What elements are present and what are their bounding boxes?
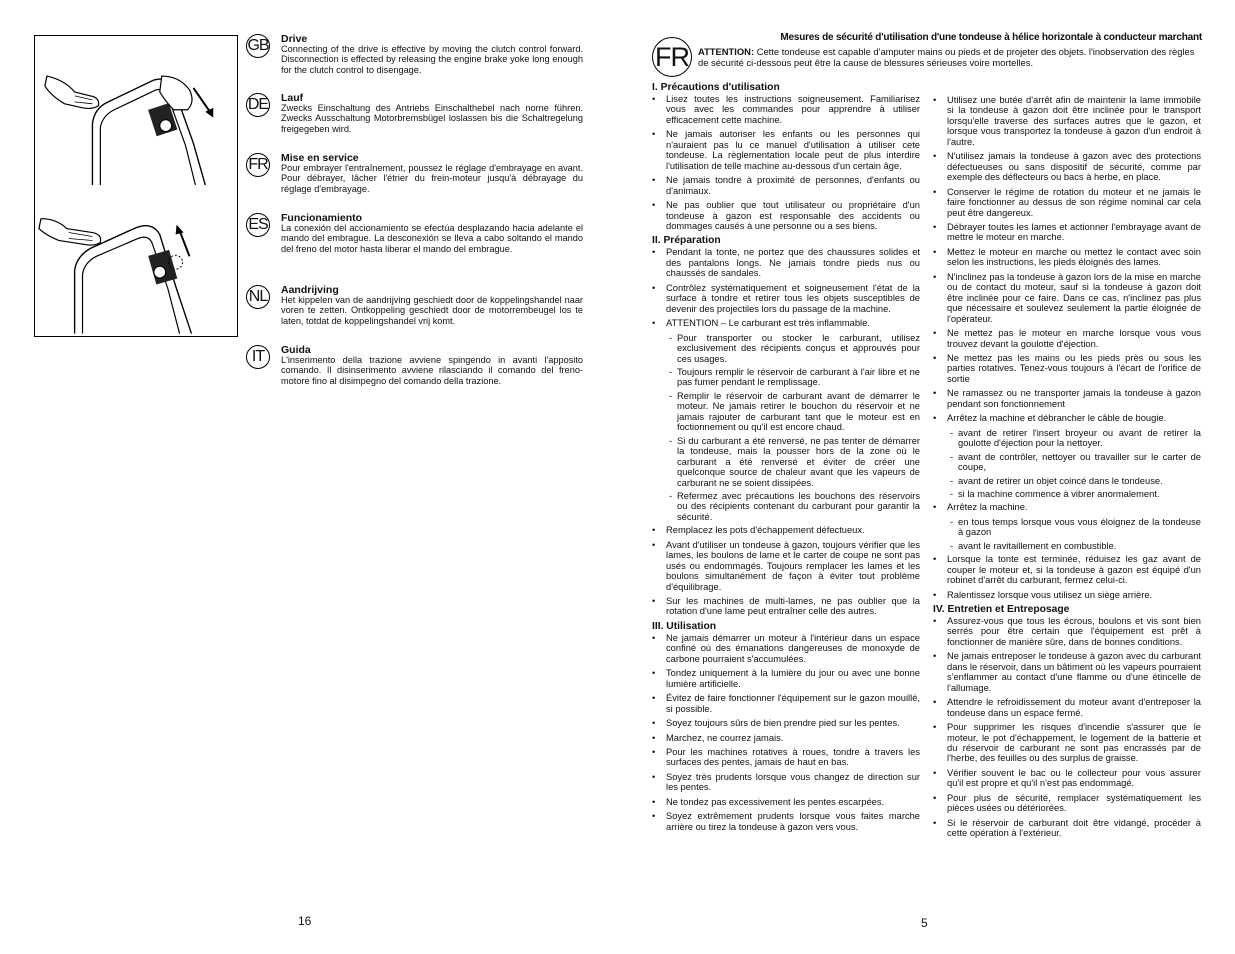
bullet-item: • Pour supprimer les risques d'incendie s'assurer que le moteur, le pot d'échappement, le logement de la batterie et du réservoir de carburant ne sont pas encrassés par de l'herbe, des feuilles ou des surplus de graisse.	[933, 722, 1201, 764]
bullet-item: • Assurez-vous que tous les écrous, boulons et vis sont bien serrés pour être certain que l'équipement est prêt à fonctionner de manière sûre, dans de bonnes conditions.	[933, 616, 1201, 647]
bullet-item: • Ne jamais autoriser les enfants ou les personnes qui n'auraient pas lu ce manuel d'utilisation à utiliser cete tondeuse. La règlementation locale peut de plus interdire l'utilisation de telle machine au-dessous d'un certain âge.	[652, 129, 920, 171]
bullet-item: • Ne mettez pas les mains ou les pieds près ou sous les parties rotatives. Tenez-vous toujours à l'écart de l'orifice de sortie	[933, 353, 1201, 384]
section-text: Connecting of the drive is effective by moving the clutch control forward. Disconnection is effected by releasing the engine brake yoke long enough for the clutch control to disengage.	[281, 44, 583, 75]
bullet-item: • Évitez de faire fonctionner l'équipement sur le gazon mouillé, si possible.	[652, 693, 920, 714]
lang-badge-fr: FR	[652, 37, 692, 77]
bullet-item: • Mettez le moteur en marche ou mettez le contact avec soin selon les instructions, les pieds éloignés des lames.	[933, 247, 1201, 268]
bullet-item: • Pour plus de sécurité, remplacer systématiquement les pièces usées ou détériorées.	[933, 793, 1201, 814]
lang-badge: NL	[246, 285, 270, 309]
section-text: Het kippelen van de aandrijving geschiedt door de koppelingshandel naar voren te zetten. Ontkoppeling geschiedt door de motorrembeugel los te laten, totdat de koppelingshandel vrij komt.	[281, 295, 583, 326]
sub-item: - en tous temps lorsque vous vous éloignez de la tondeuse à gazon	[933, 517, 1201, 538]
bullet-item: • Vérifier souvent le bac ou le collecteur pour vous assurer qu'il est propre et qu'il n'est pas endommagé.	[933, 768, 1201, 789]
sub-item: - si la machine commence à vibrer anormalement.	[933, 489, 1201, 499]
bullet-item: • Ne tondez pas excessivement les pentes escarpées.	[652, 797, 920, 807]
bullet-item: • Lisez toutes les instructions soigneusement. Familiarisez vous avec les commandes pour apprendre à utiliser efficacement cette machine.	[652, 94, 920, 125]
sub-item: - Refermez avec précautions les bouchons des réservoirs ou des récipients contenant du carburant pour garantir la sécurité.	[652, 491, 920, 522]
bullet-item: • Arrêtez la machine.	[933, 502, 1201, 512]
bullet-item: • Arrêtez la machine et débrancher le câble de bougie.	[933, 413, 1201, 423]
bullet-item: • Pendant la tonte, ne portez que des chaussures solides et des pantalons longs. Ne jamais tondre pieds nus ou chaussés de sandales.	[652, 247, 920, 278]
bullet-item: • ATTENTION – Le carburant est très inflammable.	[652, 318, 920, 328]
section-title: Mise en service	[281, 152, 359, 164]
bullet-item: • Lorsque la tonte est terminée, réduisez les gaz avant de couper le moteur et, si la tondeuse à gazon est équipé d'un robinet d'arrêt du carburant, fermez celui-ci.	[933, 554, 1201, 585]
section-heading: I. Précautions d'utilisation	[652, 82, 780, 93]
sub-item: - Si du carburant a été renversé, ne pas tenter de démarrer la tondeuse, mais la pousser hors de la zone où le carburant a été renversé et éviter de créer une quelconque source de chaleur avant que les vapeurs de carburant ne se soient dissipées.	[652, 436, 920, 488]
section-title: Guida	[281, 344, 311, 356]
section-heading: III. Utilisation	[652, 620, 717, 632]
sub-item: - Remplir le réservoir de carburant avant de démarrer le moteur. Ne jamais retirer le bouchon du réservoir et ne jamais rajouter de carburant tant que le moteur est en foctionnement ou qu'il est encore chaud.	[652, 391, 920, 433]
section-heading: IV. Entretien et Entreposage	[933, 604, 1070, 616]
lang-badge: DE	[246, 93, 270, 117]
bullet-item: • Ralentissez lorsque vous utilisez un siège arrière.	[933, 590, 1201, 600]
sub-item: - avant de retirer un objet coincé dans le tondeuse.	[933, 476, 1201, 486]
section-title: Funcionamiento	[281, 212, 363, 224]
lang-badge: FR	[246, 153, 270, 177]
bullet-item: • N'utilisez jamais la tondeuse à gazon avec des protections défectueuses ou sans dispositif de sécurité, comme par exemple des déflecteurs ou bacs à herbe, en place.	[933, 151, 1201, 182]
bullet-item: • N'inclinez pas la tondeuse à gazon lors de la mise en marche ou de contact du moteur, sauf si la tondeuse à gazon doit être inclinée pour ce faire. Dans ce cas, n'inclinez pas plus que nécessaire et soulevez seulement la partie éloignée de l'opérateur.	[933, 272, 1201, 324]
bullet-item: • Marchez, ne courrez jamais.	[652, 733, 920, 743]
bullet-item: • Ne ramassez ou ne transporter jamais la tondeuse à gazon pendant son fonctionnement	[933, 388, 1201, 409]
bullet-item: • Ne jamais tondre à proximité de personnes, d'enfants ou d'animaux.	[652, 175, 920, 196]
safety-column-2	[933, 95, 1201, 843]
sub-item: - avant de retirer l'insert broyeur ou avant de retirer la goulotte d'éjection pour la nettoyer.	[933, 428, 1201, 449]
sub-item: - avant le ravitaillement en combustible.	[933, 541, 1201, 551]
section-heading: II. Préparation	[652, 235, 721, 247]
bullet-item: • Pour les machines rotatives à roues, tondre à travers les surfaces des pentes, jamais de haut en bas.	[652, 747, 920, 768]
lang-badge: GB	[246, 34, 270, 58]
bullet-item: • Ne jamais entreposer le tondeuse à gazon avec du carburant dans le réservoir, dans un bâtiment où les vapeurs pourraient s'enflammer au contact d'une flamme ou d'une étincelle de l'allumage.	[933, 651, 1201, 693]
bullet-item: • Contrôlez systématiquement et soigneusement l'état de la surface à tondre et retirer tous les objets susceptibles de devenir des projectiles lors du passage de la machine.	[652, 283, 920, 314]
section-title: Lauf	[281, 92, 304, 104]
bullet-item: • Ne pas oublier que tout utilisateur ou propriétaire d'un tondeuse à gazon est responsable des accidents ou dommages causés à une personne ou a ses biens.	[652, 200, 920, 231]
safety-title: Mesures de sécurité d'utilisation d'une tondeuse à hélice horizontale à conducteur marchant	[780, 32, 1202, 43]
attention-label: ATTENTION:	[698, 46, 755, 57]
bullet-item: • Ne jamais démarrer un moteur à l'intérieur dans un espace confiné où des émanations dangereuses de monoxyde de carbone pourraient s'accumulées.	[652, 633, 920, 664]
bullet-item: • Ne mettez pas le moteur en marche lorsque vous vous trouvez devant la goulotte d'éjection.	[933, 328, 1201, 349]
page-number-left: 16	[298, 914, 312, 928]
bullet-item: • Attendre le refroidissement du moteur avant d'entreposer la tondeuse dans un espace fermé.	[933, 697, 1201, 718]
lang-badge: ES	[246, 213, 270, 237]
bullet-item: • Utilisez une butée d'arrêt afin de maintenir la lame immobile si la tondeuse à gazon doit être inclinée pour le transport lorsqu'elle traverse des surfaces autres que le gazon, et lorsque vous transportez la tondeuse à gazon d'un endroit à l'autre.	[933, 95, 1201, 147]
bullet-item: • Débrayer toutes les lames et actionner l'embrayage avant de mettre le moteur en marche.	[933, 222, 1201, 243]
bullet-item: • Conserver le régime de rotation du moteur et ne jamais le faire fonctionner au dessus de son régime nominal car cela peut être dangereux.	[933, 187, 1201, 218]
bullet-item: • Sur les machines de multi-lames, ne pas oublier que la rotation d'une lame peut entraîner celle des autres.	[652, 596, 920, 617]
section-title: Drive	[281, 33, 308, 45]
bullet-item: • Soyez toujours sûrs de bien prendre pied sur les pentes.	[652, 718, 920, 728]
section-text: Pour embrayer l'entraînement, poussez le réglage d'embrayage en avant. Pour débrayer, lâcher l'étrier du frein-moteur jusqu'à débrayage du réglage d'embrayage.	[281, 163, 583, 194]
section-text: Zwecks Einschaltung des Antriebs Einschalthebel nach norne führen. Zwecks Ausschaltung Motorbremsbügel loslassen bis die Schaltregelung freigegeben wird.	[281, 103, 583, 134]
bullet-item: • Soyez extrêmement prudents lorsque vous faites marche arrière ou tirez la tondeuse à gazon vers vous.	[652, 811, 920, 832]
sub-item: - Toujours remplir le réservoir de carburant à l'air libre et ne pas fumer pendant le remplissage.	[652, 367, 920, 388]
bullet-item: • Soyez très prudents lorsque vous changez de direction sur les pentes.	[652, 772, 920, 793]
safety-column-1	[652, 82, 920, 836]
section-title: Aandrijving	[281, 284, 339, 296]
bullet-item: • Avant d'utiliser un tondeuse à gazon, toujours vérifier que les lames, les boulons de lame et le carter de coupe ne sont pas usés ou endommagés. Toujours remplacer les lames et les boulons simultanément de façon à éviter tout problème d'équilibrage.	[652, 540, 920, 592]
mower-handle-clutch-drawing	[35, 36, 237, 336]
page-number-right: 5	[921, 916, 928, 930]
bullet-item: • Si le réservoir de carburant doit être vidangé, procéder à cette opération à l'extérieur.	[933, 818, 1201, 839]
sub-item: - Pour transporter ou stocker le carburant, utilisez exclusivement des récipients conçus et approuvés pour ces usages.	[652, 333, 920, 364]
clutch-illustration	[34, 35, 238, 337]
section-text: L'inserimento della trazione avviene spingendo in avanti l'apposito comando. Il disinserimento avviene rilasciando il comando del freno-motore fino al disimpegno del comando della trazione.	[281, 355, 583, 386]
attention-text: Cette tondeuse est capable d'amputer mains ou pieds et de projeter des objets. l'inobservation des règles de sécurité ci-dessous peut être la cause de blessures sérieuses voire mortelles.	[698, 46, 1195, 68]
bullet-item: • Remplacez les pots d'échappement défectueux.	[652, 525, 920, 535]
section-text: La conexión del accionamiento se efectúa desplazando hacia adelante el mando del embrague. La desconexión se lleva a cabo soltando el mando del freno del motor hasta liberar el mando del embrague.	[281, 223, 583, 254]
safety-intro	[698, 46, 1202, 68]
lang-badge: IT	[246, 345, 270, 369]
sub-item: - avant de contrôler, nettoyer ou travailler sur le carter de coupe,	[933, 452, 1201, 473]
bullet-item: • Tondez uniquement à la lumière du jour ou avec une bonne lumière artificielle.	[652, 668, 920, 689]
